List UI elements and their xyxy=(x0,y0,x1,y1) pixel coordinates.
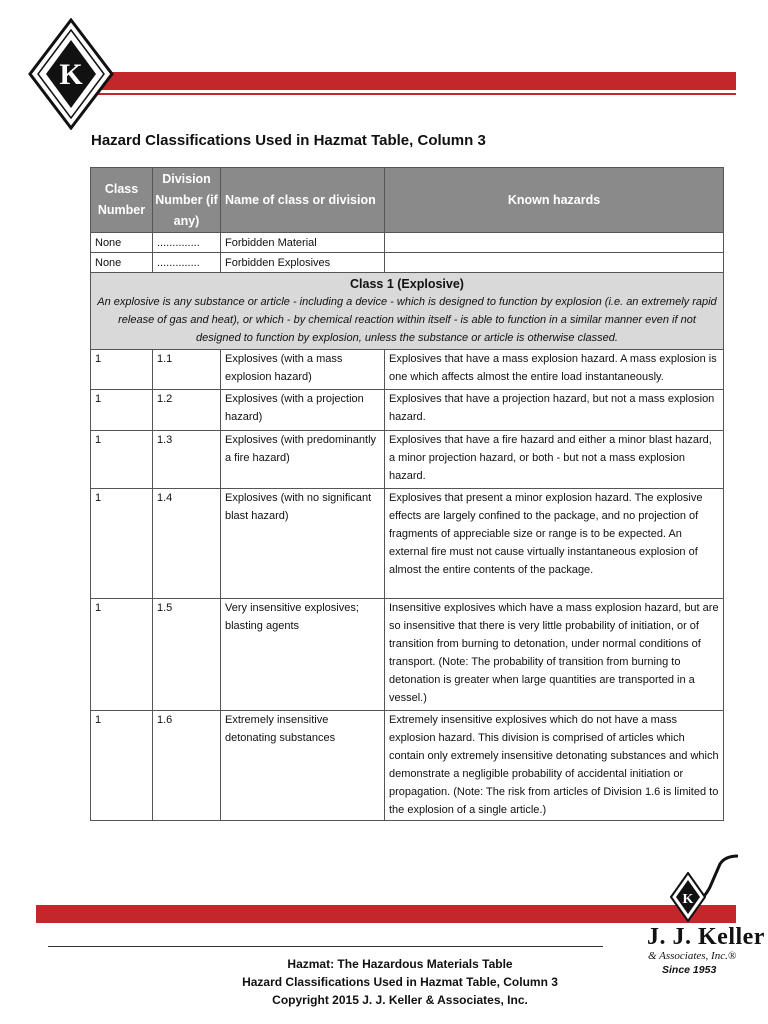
table-row xyxy=(91,711,724,821)
cell-hazards: Explosives that have a projection hazard, but not a mass explosion hazard. xyxy=(385,390,724,431)
cell-class: 1 xyxy=(91,489,153,599)
cell-class: 1 xyxy=(91,599,153,711)
brand-since: Since 1953 xyxy=(662,964,717,976)
cell-class: 1 xyxy=(91,390,153,431)
hazard-classification-table xyxy=(90,167,724,821)
cell-name: Very insensitive explosives; blasting agents xyxy=(221,599,385,711)
cell-division: 1.5 xyxy=(153,599,221,711)
jj-keller-diamond-logo-icon xyxy=(28,18,114,130)
footer-line-3: Copyright 2015 J. J. Keller & Associates, Inc. xyxy=(272,993,528,1007)
footer-line-2: Hazard Classifications Used in Hazmat Table, Column 3 xyxy=(242,975,558,989)
footer-text xyxy=(200,955,600,1009)
header-class-number: Class Number xyxy=(91,168,153,233)
brand-subtitle: & Associates, Inc.® xyxy=(648,950,737,962)
cell-name: Forbidden Explosives xyxy=(221,253,385,273)
cell-division: 1.2 xyxy=(153,390,221,431)
header-red-line xyxy=(48,93,736,95)
cell-hazards xyxy=(385,350,724,390)
cell-class: 1 xyxy=(91,711,153,821)
table-row xyxy=(91,350,724,390)
table-row xyxy=(91,489,724,599)
cell-division: 1.3 xyxy=(153,431,221,489)
cell-name: Explosives (with a mass explosion hazard) xyxy=(221,350,385,390)
header-red-band xyxy=(48,72,736,90)
cell-name: Forbidden Material xyxy=(221,233,385,253)
footer-divider-line xyxy=(48,946,603,947)
cell-division: .............. xyxy=(153,233,221,253)
cell-division: 1.6 xyxy=(153,711,221,821)
cell-class: None xyxy=(91,253,153,273)
brand-name: J. J. Keller xyxy=(647,924,765,950)
cell-hazards: Explosives that present a minor explosion hazard. The explosive effects are largely confined to the package, and no projection of fragments of appreciable size or range is to be expected. An external fire must not cause virtually instantaneous explosion of almost the entire contents of the package. xyxy=(385,489,724,599)
cell-name: Explosives (with no significant blast hazard) xyxy=(221,489,385,599)
header-division-number: Division Number (if any) xyxy=(153,168,221,233)
cell-hazards: Insensitive explosives which have a mass explosion hazard, but are so insensitive that there is very little probability of initiation, or of transition from burning to detonation, under normal conditions of transport. (Note: The probability of transition from burning to detonation is greater when large quantities are transported in a vessel.) xyxy=(385,599,724,711)
document-title: Hazard Classifications Used in Hazmat Table, Column 3 xyxy=(91,132,486,149)
cell-hazards xyxy=(385,233,724,253)
class-section-description: An explosive is any substance or article - including a device - which is designed to function by explosion (i.e. an extremely rapid release of gas and heat), or which - by chemical reaction within itself - is able to function in a similar manner even if not designed to function by explosion, unless the substance or article is otherwise classed. xyxy=(97,296,717,344)
cell-name: Explosives (with predominantly a fire hazard) xyxy=(221,431,385,489)
cell-class: 1 xyxy=(91,431,153,489)
svg-text:K: K xyxy=(682,892,694,907)
svg-text:K: K xyxy=(59,58,83,91)
cell-hazards xyxy=(385,253,724,273)
header-name: Name of class or division xyxy=(221,168,385,233)
table-header-row xyxy=(91,168,724,233)
cell-name: Extremely insensitive detonating substances xyxy=(221,711,385,821)
cell-division: 1.1 xyxy=(153,350,221,390)
footer-swoosh xyxy=(560,852,738,912)
table-row xyxy=(91,599,724,711)
cell-name: Explosives (with a projection hazard) xyxy=(221,390,385,431)
table-row xyxy=(91,233,724,253)
jj-keller-diamond-logo-icon xyxy=(670,872,706,922)
footer-line-1: Hazmat: The Hazardous Materials Table xyxy=(287,957,513,971)
cell-class: 1 xyxy=(91,350,153,390)
cell-hazards: Extremely insensitive explosives which do not have a mass explosion hazard. This division is comprised of articles which contain only extremely insensitive detonating substances and which demonstrate a negligible probability of accidental initiation or propagation. (Note: The risk from articles of Division 1.6 is limited to the explosion of a single article.) xyxy=(385,711,724,821)
cell-class: None xyxy=(91,233,153,253)
table-row xyxy=(91,390,724,431)
class-section-cell xyxy=(91,273,724,350)
cell-division: .............. xyxy=(153,253,221,273)
hazards-text: Explosives that have a mass explosion hazard. A mass explosion is one which affects almost the entire load instantaneously. xyxy=(389,353,717,383)
footer-red-band xyxy=(36,905,736,923)
table-row xyxy=(91,431,724,489)
table-row xyxy=(91,253,724,273)
class-section-title: Class 1 (Explosive) xyxy=(350,277,464,291)
cell-hazards: Explosives that have a fire hazard and either a minor blast hazard, a minor projection hazard, or both - but not a mass explosion hazard. xyxy=(385,431,724,489)
cell-division: 1.4 xyxy=(153,489,221,599)
header-known-hazards: Known hazards xyxy=(385,168,724,233)
class-section-row xyxy=(91,273,724,350)
